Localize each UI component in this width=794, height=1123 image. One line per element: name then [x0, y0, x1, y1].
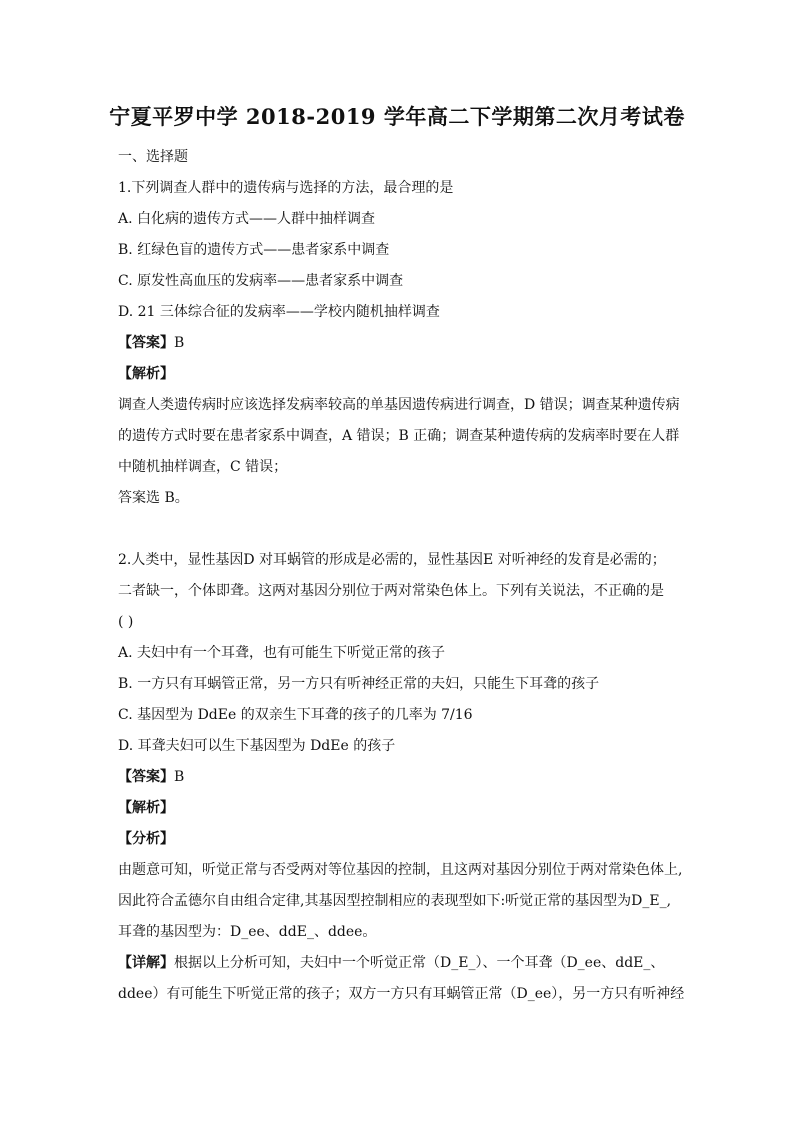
question-2-detail-line: ddee）有可能生下听觉正常的孩子；双方一方只有耳蜗管正常（D_ee），另一方只有听神经 — [118, 986, 685, 1002]
question-2-analysis-tag: 【解析】 — [118, 800, 174, 816]
question-1-option-c: C. 原发性高血压的发病率——患者家系中调查 — [118, 273, 404, 289]
question-1-answer — [118, 328, 682, 359]
question-2-option-d: D. 耳聋夫妇可以生下基因型为 DdEe 的孩子 — [118, 738, 396, 754]
question-1-analysis-line: 的遗传方式时要在患者家系中调查，A 错误；B 正确；调查某种遗传病的发病率时要在人群 — [118, 428, 680, 444]
spacer — [118, 514, 682, 545]
question-2-stem-line: 2.人类中，显性基因D 对耳蜗管的形成是必需的，显性基因E 对听神经的发育是必需的； — [118, 552, 666, 568]
detail-tag: 【详解】 — [118, 955, 174, 971]
question-2-fenxi-line: 由题意可知，听觉正常与否受两对等位基因的控制，且这两对基因分别位于两对常染色体上, — [118, 862, 683, 878]
question-2-option-c: C. 基因型为 DdEe 的双亲生下耳聋的孩子的几率为 7/16 — [118, 707, 473, 723]
question-1-analysis-line: 调查人类遗传病时应该选择发病率较高的单基因遗传病进行调查，D 错误；调查某种遗传病 — [118, 397, 680, 413]
question-2-stem-line: 二者缺一，个体即聋。这两对基因分别位于两对常染色体上。下列有关说法，不正确的是 — [118, 583, 664, 599]
question-1-option-b: B. 红绿色盲的遗传方式——患者家系中调查 — [118, 242, 390, 258]
question-2-stem-line: ( ) — [118, 614, 134, 630]
document-title: 宁夏平罗中学 2018-2019 学年高二下学期第二次月考试卷 — [109, 104, 685, 129]
question-1-option-a: A. 白化病的遗传方式——人群中抽样调查 — [118, 211, 376, 227]
answer-tag: 【答案】 — [118, 335, 174, 351]
question-2-detail-line — [118, 948, 682, 979]
question-1-conclusion: 答案选 B。 — [118, 490, 189, 506]
question-2-fenxi-line: 因此符合孟德尔自由组合定律,其基因型控制相应的表现型如下:听觉正常的基因型为D_E_, — [118, 893, 672, 909]
answer-tag: 【答案】 — [118, 769, 174, 785]
question-2-fenxi-tag: 【分析】 — [118, 831, 174, 847]
question-1-analysis-line: 中随机抽样调查，C 错误； — [118, 459, 288, 475]
question-2-fenxi-line: 耳聋的基因型为：D_ee、ddE_、ddee。 — [118, 924, 377, 940]
document-body — [118, 142, 685, 1010]
question-1-option-d: D. 21 三体综合征的发病率——学校内随机抽样调查 — [118, 304, 440, 320]
question-2-answer — [118, 762, 682, 793]
question-2-option-b: B. 一方只有耳蜗管正常，另一方只有听神经正常的夫妇，只能生下耳聋的孩子 — [118, 676, 600, 692]
section-heading: 一、选择题 — [118, 149, 188, 165]
detail-text: 根据以上分析可知，夫妇中一个听觉正常（D_E_）、一个耳聋（D_ee、ddE_、 — [174, 955, 665, 971]
question-2-option-a: A. 夫妇中有一个耳聋，也有可能生下听觉正常的孩子 — [118, 645, 446, 661]
answer-value: B — [174, 335, 185, 351]
question-1-stem: 1.下列调查人群中的遗传病与选择的方法，最合理的是 — [118, 180, 454, 196]
question-1-analysis-tag: 【解析】 — [118, 366, 174, 382]
answer-value: B — [174, 769, 185, 785]
